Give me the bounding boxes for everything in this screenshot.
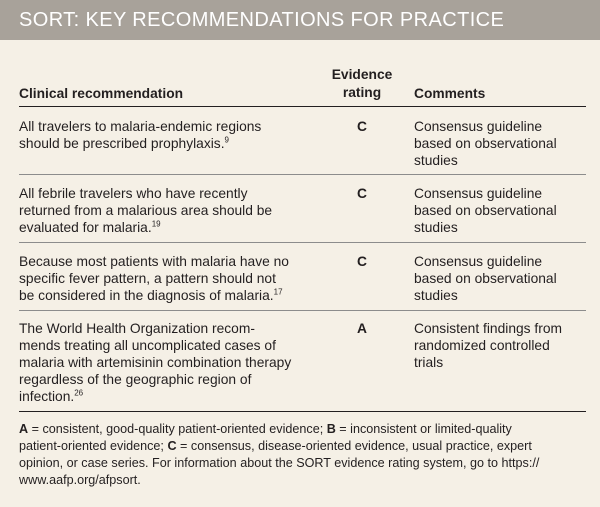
footnote-link[interactable]: www.aafp.org/afpsort. [19,473,141,487]
row-2-rec-text: evaluated for malaria. [19,220,152,235]
row-3-rec-text: be considered in the diagnosis of malaria. [19,288,274,303]
row-divider [19,310,586,311]
header-evidence-line1: Evidence [331,67,393,82]
row-2-comment-line: based on observational [414,203,557,218]
evidence-footnote [19,421,586,489]
row-4-rec-line: The World Health Organization recom- [19,321,255,336]
grade-a-text: = consistent, good-quality patient-oriented evidence; [28,422,327,436]
row-1-rec-line: All travelers to malaria-endemic regions [19,119,262,134]
row-1-recommendation [19,118,324,152]
row-4-rec-text: infection. [19,389,75,404]
row-2-comment [414,185,586,236]
row-3-comment [414,253,586,304]
footnote-text: patient-oriented evidence; [19,439,168,453]
row-1-rating: C [357,119,367,134]
row-divider [19,174,586,175]
row-2-rec-line: All febrile travelers who have recently [19,186,248,201]
row-1-comment [414,118,586,169]
grade-b-text: = inconsistent or limited-quality [335,422,512,436]
row-2-rating: C [357,186,367,201]
header-comments: Comments [414,86,486,101]
row-4-rec-line [19,388,324,405]
row-3-rec-line: specific fever pattern, a pattern should not [19,271,276,286]
header-evidence-line2: rating [342,85,382,100]
row-3-rating: C [357,254,367,269]
row-3-comment-line: studies [414,288,458,303]
grade-c-text: = consensus, disease-oriented evidence, usual practice, expert [176,439,532,453]
row-4-recommendation [19,320,324,405]
header-recommendation: Clinical recommendation [19,86,184,101]
row-2-rec-line: returned from a malarious area should be [19,203,273,218]
row-4-comment [414,320,586,371]
title-bar [0,0,600,40]
header-divider [19,106,586,107]
row-1-comment-line: studies [414,153,458,168]
row-3-rec-line: Because most patients with malaria have no [19,254,289,269]
row-1-comment-line: Consensus guideline [414,119,543,134]
row-4-comment-line: Consistent findings from [414,321,562,336]
row-2-rec-line [19,219,324,236]
row-2-recommendation [19,185,324,236]
row-1-rec-text: should be prescribed prophylaxis. [19,136,225,151]
footnote-line: opinion, or case series. For information about the SORT evidence rating system, go to https:// [19,456,540,470]
row-4-rating: A [357,321,367,336]
row-3-comment-line: Consensus guideline [414,254,543,269]
grade-b: B [326,422,336,436]
row-4-rec-line: regardless of the geographic region of [19,372,252,387]
row-3-comment-line: based on observational [414,271,557,286]
row-1-reference: 9 [224,135,229,145]
grade-c: C [167,439,177,453]
footnote-line [19,421,586,438]
row-3-recommendation [19,253,324,304]
footnote-line [19,438,586,455]
row-2-reference: 19 [151,219,161,229]
row-2-comment-line: studies [414,220,458,235]
row-1-rec-line [19,135,324,152]
header-evidence-rating [330,66,394,101]
row-4-comment-line: randomized controlled [414,338,550,353]
page-title: SORT: KEY RECOMMENDATIONS FOR PRACTICE [19,9,505,31]
grade-a: A [19,422,29,436]
row-divider [19,242,586,243]
row-3-reference: 17 [273,287,283,297]
row-4-reference: 26 [74,388,84,398]
row-3-rec-line [19,287,324,304]
row-4-comment-line: trials [414,355,444,370]
row-4-rec-line: malaria with artemisinin combination therapy [19,355,292,370]
row-2-comment-line: Consensus guideline [414,186,543,201]
row-1-comment-line: based on observational [414,136,557,151]
table-bottom-rule [19,411,586,412]
row-4-rec-line: mends treating all uncomplicated cases of [19,338,276,353]
